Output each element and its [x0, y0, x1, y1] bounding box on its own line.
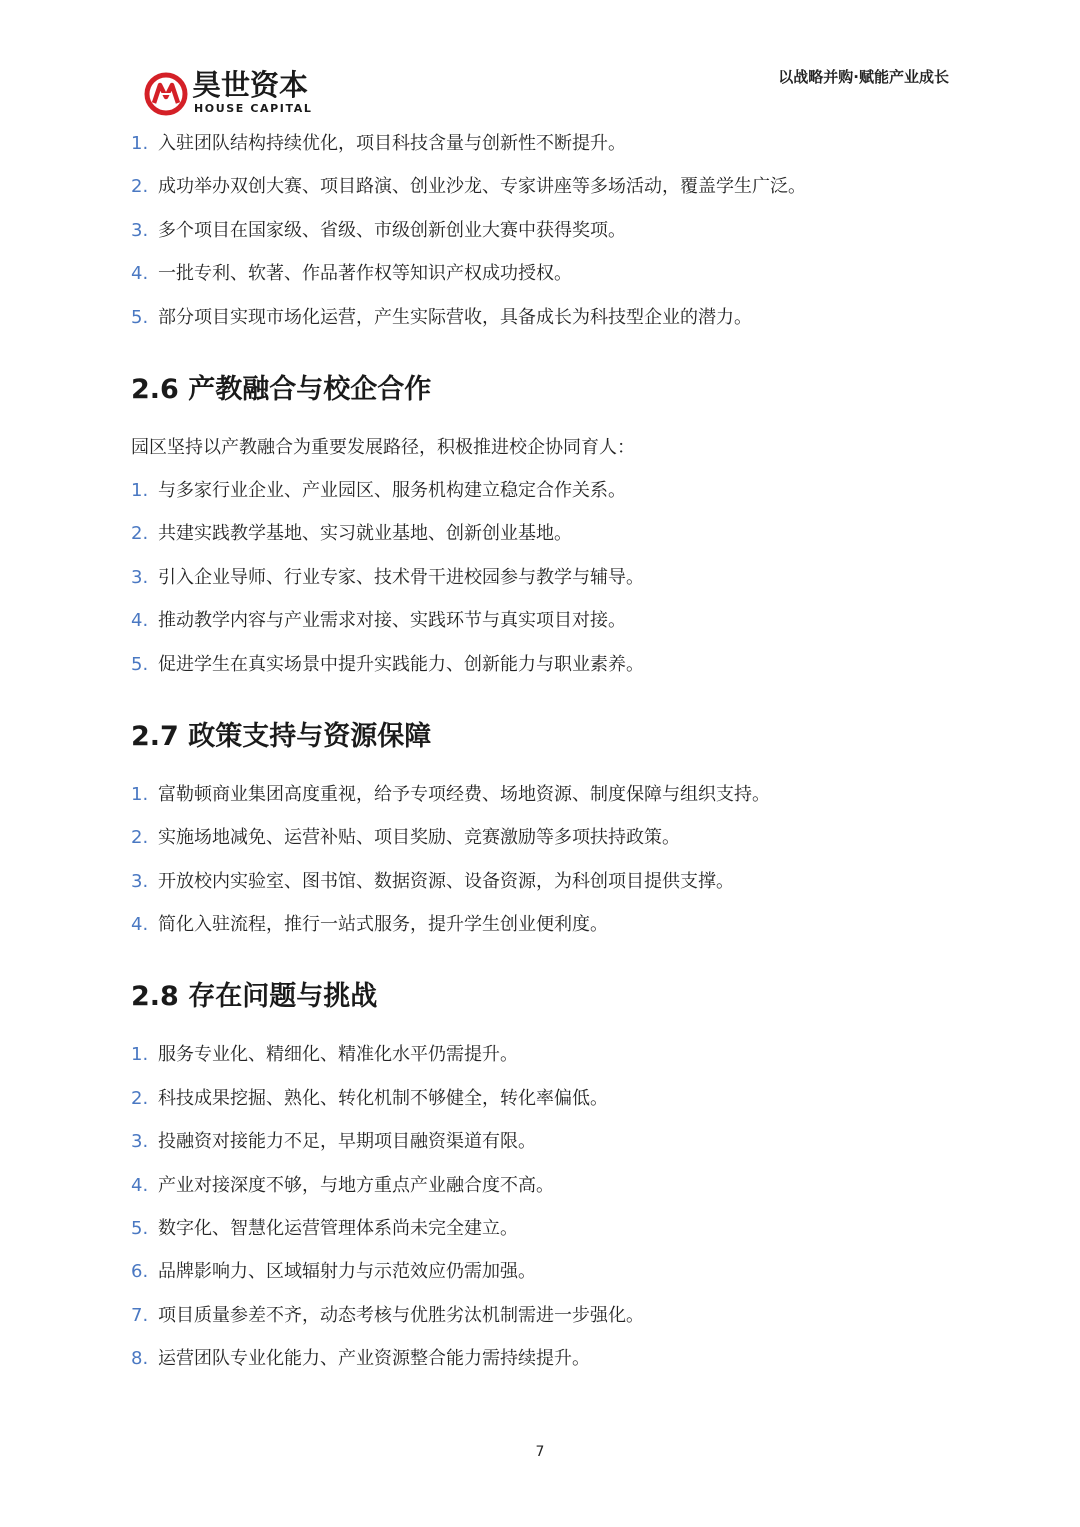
- list-item: [131, 779, 951, 822]
- list-item: [131, 518, 951, 561]
- list-text: 品牌影响力、区域辐射力与示范效应仍需加强。: [158, 1261, 536, 1283]
- list-text: 成功举办双创大赛、项目路演、创业沙龙、专家讲座等多场活动，覆盖学生广泛。: [158, 176, 806, 198]
- list-item: [131, 1213, 951, 1256]
- section-title-2-7: 2.7 政策支持与资源保障: [131, 720, 432, 752]
- list-number: 4.: [131, 263, 149, 285]
- list-number: 2.: [131, 523, 149, 545]
- list-text: 富勒顿商业集团高度重视，给予专项经费、场地资源、制度保障与组织支持。: [158, 783, 770, 805]
- list-number: 3.: [131, 566, 149, 588]
- list-item: [131, 909, 951, 952]
- logo-chinese-name: 昊世资本: [192, 68, 309, 102]
- list-text: 促进学生在真实场景中提升实践能力、创新能力与职业素养。: [158, 653, 644, 675]
- list-item: [131, 1126, 951, 1169]
- house-capital-logo-icon: [144, 72, 188, 116]
- list-number: 1.: [131, 133, 149, 154]
- list-item: [131, 1083, 951, 1126]
- list-item: [131, 649, 951, 692]
- section-title-2-8: 2.8 存在问题与挑战: [131, 981, 378, 1013]
- section-2-7-list: [131, 779, 951, 953]
- achievements-list: [131, 128, 951, 345]
- list-text: 与多家行业企业、产业园区、服务机构建立稳定合作关系。: [158, 479, 626, 501]
- header-slogan: 以战略并购·赋能产业成长: [778, 68, 949, 86]
- list-item: [131, 1170, 951, 1213]
- list-number: 2.: [131, 1087, 149, 1109]
- list-number: 8.: [131, 1348, 149, 1370]
- section-2-8-list: [131, 1039, 951, 1386]
- list-number: 3.: [131, 1131, 149, 1153]
- list-number: 2.: [131, 176, 149, 198]
- list-item: [131, 215, 951, 258]
- list-text: 推动教学内容与产业需求对接、实践环节与真实项目对接。: [158, 610, 626, 632]
- list-number: 5.: [131, 306, 149, 328]
- list-number: 1.: [131, 783, 149, 805]
- list-text: 科技成果挖掘、熟化、转化机制不够健全，转化率偏低。: [158, 1087, 608, 1109]
- list-item: [131, 1343, 951, 1386]
- list-number: 3.: [131, 219, 149, 241]
- list-number: 1.: [131, 479, 149, 501]
- list-number: 3.: [131, 870, 149, 892]
- list-text: 部分项目实现市场化运营，产生实际营收，具备成长为科技型企业的潜力。: [158, 306, 752, 328]
- list-text: 多个项目在国家级、省级、市级创新创业大赛中获得奖项。: [158, 219, 626, 241]
- list-number: 4.: [131, 914, 149, 936]
- list-item: [131, 822, 951, 865]
- list-text: 入驻团队结构持续优化，项目科技含量与创新性不断提升。: [158, 133, 626, 154]
- section-title-2-6: 2.6 产教融合与校企合作: [131, 373, 432, 405]
- list-item: [131, 302, 951, 345]
- list-item: [131, 1300, 951, 1343]
- page-number: 7: [535, 1444, 545, 1460]
- list-text: 共建实践教学基地、实习就业基地、创新创业基地。: [158, 523, 572, 545]
- list-text: 产业对接深度不够，与地方重点产业融合度不高。: [158, 1174, 554, 1196]
- list-text: 数字化、智慧化运营管理体系尚未完全建立。: [158, 1218, 518, 1240]
- list-item: [131, 866, 951, 909]
- list-number: 7.: [131, 1304, 149, 1326]
- list-text: 项目质量参差不齐，动态考核与优胜劣汰机制需进一步强化。: [158, 1304, 644, 1326]
- list-item: [131, 258, 951, 301]
- list-number: 6.: [131, 1261, 149, 1283]
- list-item: [131, 128, 951, 171]
- list-number: 1.: [131, 1044, 149, 1066]
- section-intro: 园区坚持以产教融合为重要发展路径，积极推进校企协同育人：: [131, 436, 635, 458]
- list-item: [131, 1256, 951, 1299]
- list-text: 运营团队专业化能力、产业资源整合能力需持续提升。: [158, 1348, 590, 1370]
- list-text: 简化入驻流程，推行一站式服务，提升学生创业便利度。: [158, 914, 608, 936]
- list-text: 一批专利、软著、作品著作权等知识产权成功授权。: [158, 263, 572, 285]
- logo-english-name: HOUSE CAPITAL: [194, 102, 313, 115]
- list-item: [131, 475, 951, 518]
- list-number: 4.: [131, 610, 149, 632]
- section-2-6-list: [131, 475, 951, 692]
- list-item: [131, 171, 951, 214]
- list-text: 服务专业化、精细化、精准化水平仍需提升。: [158, 1044, 518, 1066]
- list-text: 开放校内实验室、图书馆、数据资源、设备资源，为科创项目提供支撑。: [158, 870, 734, 892]
- company-logo: [144, 68, 314, 120]
- list-number: 4.: [131, 1174, 149, 1196]
- list-number: 2.: [131, 827, 149, 849]
- list-item: [131, 1039, 951, 1082]
- list-number: 5.: [131, 1218, 149, 1240]
- list-text: 投融资对接能力不足，早期项目融资渠道有限。: [158, 1131, 536, 1153]
- list-text: 实施场地减免、运营补贴、项目奖励、竞赛激励等多项扶持政策。: [158, 827, 680, 849]
- list-item: [131, 605, 951, 648]
- list-item: [131, 562, 951, 605]
- list-text: 引入企业导师、行业专家、技术骨干进校园参与教学与辅导。: [158, 566, 644, 588]
- document-body: [131, 128, 951, 1387]
- list-number: 5.: [131, 653, 149, 675]
